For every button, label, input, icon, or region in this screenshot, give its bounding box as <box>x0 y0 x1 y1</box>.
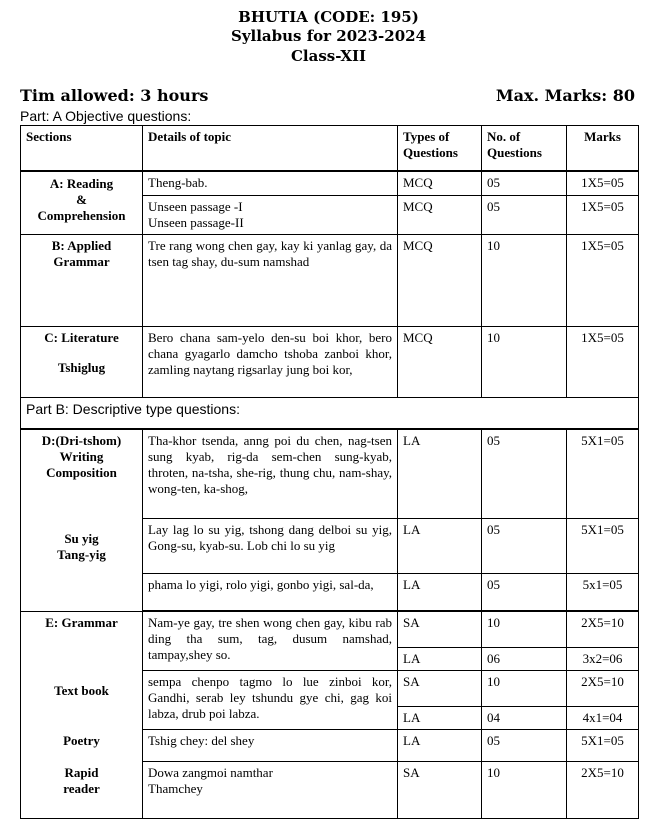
question-count: 10 <box>482 762 567 819</box>
marks-value: 2X5=10 <box>567 671 639 707</box>
question-type: LA <box>398 574 482 612</box>
table-row <box>21 762 639 819</box>
table-row <box>21 429 639 519</box>
question-type: MCQ <box>398 235 482 327</box>
max-marks: Max. Marks: 80 <box>495 86 635 105</box>
syllabus-table <box>20 125 639 819</box>
part-b-heading: Part B: Descriptive type questions: <box>21 398 639 430</box>
question-count: 05 <box>482 429 567 519</box>
col-types: Types of Questions <box>398 126 482 172</box>
table-row <box>21 171 639 196</box>
question-type: LA <box>398 429 482 519</box>
table-row <box>21 730 639 762</box>
topic-details: Tha-khor tsenda, anng poi du chen, nag-tsen sung kyab, rig-da sem-chen sung-kyab, throten, na-tsha, she-rig, thung chu, nam-shay, wong-ten, ka-shog, <box>143 429 398 519</box>
topic-details: sempa chenpo tagmo lo lue zinboi kor, Gandhi, serab ley tshundu gye chi, gag koi labza, drub poi labza. <box>143 671 398 730</box>
question-type: MCQ <box>398 327 482 398</box>
question-type: LA <box>398 519 482 574</box>
table-header-row <box>21 126 639 172</box>
question-count: 06 <box>482 648 567 671</box>
question-count: 10 <box>482 671 567 707</box>
topic-details: Theng-bab. <box>143 171 398 196</box>
section-rapid-reader: Rapid reader <box>21 762 143 819</box>
marks-value: 2X5=10 <box>567 611 639 648</box>
doc-syllabus-year: Syllabus for 2023-2024 <box>230 27 427 45</box>
question-type: LA <box>398 730 482 762</box>
question-count: 10 <box>482 327 567 398</box>
question-count: 05 <box>482 519 567 574</box>
section-d: D:(Dri-tshom) Writing Composition Su yig Tang-yig <box>21 429 143 611</box>
doc-subject-title: BHUTIA (CODE: 195) <box>238 8 419 26</box>
section-c: C: Literature Tshiglug <box>21 327 143 398</box>
topic-details: Unseen passage -I Unseen passage-II <box>143 196 398 235</box>
part-a-heading: Part: A Objective questions: <box>20 108 192 124</box>
table-row <box>21 327 639 398</box>
marks-value: 1X5=05 <box>567 235 639 327</box>
question-type: MCQ <box>398 196 482 235</box>
marks-value: 5X1=05 <box>567 730 639 762</box>
col-marks: Marks <box>567 126 639 172</box>
question-count: 05 <box>482 574 567 612</box>
col-details: Details of topic <box>143 126 398 172</box>
time-allowed: Tim allowed: 3 hours <box>20 86 209 105</box>
section-a: A: Reading & Comprehension <box>21 171 143 235</box>
question-count: 05 <box>482 730 567 762</box>
section-e: E: Grammar Text book <box>21 611 143 730</box>
topic-details: Bero chana sam-yelo den-su boi khor, bero chana gyagarlo damcho tshoba zanboi khor, zamling naytang rigsarlay jung boi kor, <box>143 327 398 398</box>
marks-value: 5X1=05 <box>567 429 639 519</box>
question-count: 04 <box>482 707 567 730</box>
topic-details: Dowa zangmoi namthar Thamchey <box>143 762 398 819</box>
marks-value: 5x1=05 <box>567 574 639 612</box>
table-row <box>21 235 639 327</box>
question-type: SA <box>398 611 482 648</box>
marks-value: 2X5=10 <box>567 762 639 819</box>
topic-details: Lay lag lo su yig, tshong dang delboi su yig, Gong-su, kyab-su. Lob chi lo su yig <box>143 519 398 574</box>
topic-details: Tre rang wong chen gay, kay ki yanlag gay, da tsen tag shay, du-sum namshad <box>143 235 398 327</box>
question-type: MCQ <box>398 171 482 196</box>
section-b: B: Applied Grammar <box>21 235 143 327</box>
question-type: SA <box>398 762 482 819</box>
question-type: SA <box>398 671 482 707</box>
col-sections: Sections <box>21 126 143 172</box>
table-row <box>21 611 639 648</box>
question-count: 10 <box>482 235 567 327</box>
marks-value: 1X5=05 <box>567 327 639 398</box>
part-b-row <box>21 398 639 430</box>
question-count: 10 <box>482 611 567 648</box>
doc-class: Class-XII <box>290 47 367 65</box>
marks-value: 1X5=05 <box>567 196 639 235</box>
question-count: 05 <box>482 196 567 235</box>
topic-details: Tshig chey: del shey <box>143 730 398 762</box>
topic-details: phama lo yigi, rolo yigi, gonbo yigi, sal-da, <box>143 574 398 612</box>
marks-value: 4x1=04 <box>567 707 639 730</box>
question-type: LA <box>398 707 482 730</box>
col-number: No. of Questions <box>482 126 567 172</box>
question-type: LA <box>398 648 482 671</box>
marks-value: 3x2=06 <box>567 648 639 671</box>
marks-value: 5X1=05 <box>567 519 639 574</box>
section-poetry: Poetry <box>21 730 143 762</box>
topic-details: Nam-ye gay, tre shen wong chen gay, kibu rab ding tha sum, tag, dusum namshad, tampay,shey so. <box>143 611 398 671</box>
marks-value: 1X5=05 <box>567 171 639 196</box>
question-count: 05 <box>482 171 567 196</box>
